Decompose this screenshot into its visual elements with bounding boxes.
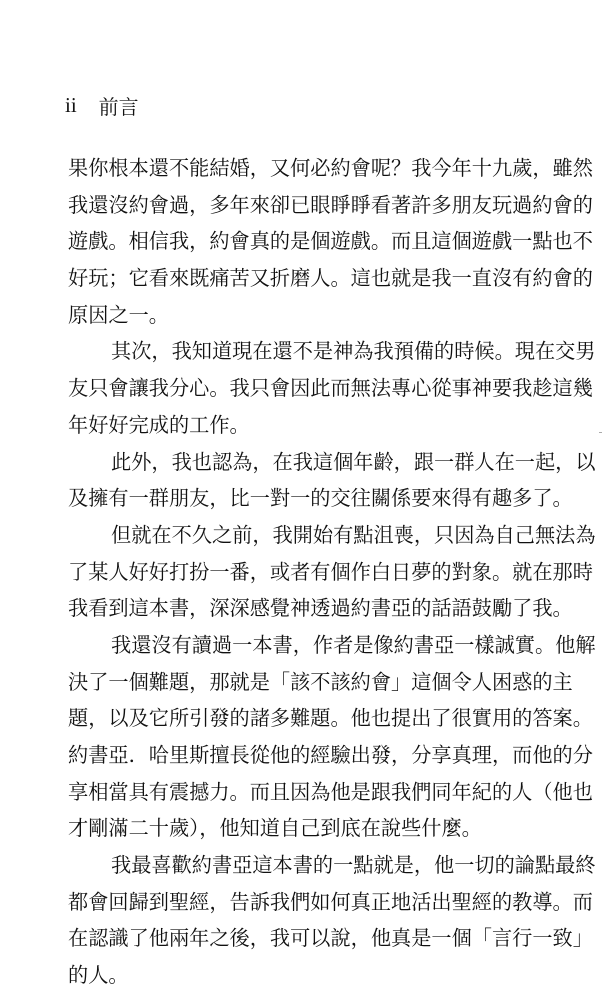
scan-speck [599, 432, 602, 433]
section-title: 前言 [98, 94, 139, 119]
text-line: 享相當具有震撼力。而且因為他是跟我們同年紀的人（他也 [68, 779, 593, 804]
paragraph-start-line: 我最喜歡約書亞這本書的一點就是，他一切的論點最終 [111, 853, 596, 878]
text-line: 在認識了他兩年之後，我可以說，他真是一個「言行一致」 [68, 926, 593, 951]
text-line: 我看到這本書，深深感覺神透過約書亞的話語鼓勵了我。 [68, 596, 573, 621]
text-line: 題，以及它所引發的諸多難題。他也提出了很實用的答案。 [68, 706, 593, 731]
paragraph-start-line: 此外，我也認為，在我這個年齡，跟一群人在一起，以 [111, 449, 596, 474]
text-line: 決了一個難題，那就是「該不該約會」這個令人困惑的主 [68, 669, 573, 694]
text-line: 及擁有一群朋友，比一對一的交往關係要來得有趣多了。 [68, 486, 573, 511]
running-header [65, 92, 139, 118]
text-line: 好玩；它看來既痛苦又折磨人。這也就是我一直沒有約會的 [68, 266, 593, 291]
paragraph-start-line: 其次，我知道現在還不是神為我預備的時候。現在交男 [111, 339, 596, 364]
text-line: 果你根本還不能結婚，又何必約會呢？我今年十九歲，雖然 [68, 156, 593, 180]
text-line: 友只會讓我分心。我只會因此而無法專心從事神要我趁這幾 [68, 376, 593, 401]
text-line: 年好好完成的工作。 [68, 412, 250, 437]
text-line: 遊戲。相信我，約會真的是個遊戲。而且這個遊戲一點也不 [68, 229, 593, 254]
text-line: 了某人好好打扮一番，或者有個作白日夢的對象。就在那時 [68, 559, 593, 584]
text-line: 約書亞．哈里斯擅長從他的經驗出發，分享真理，而他的分 [68, 743, 593, 767]
body-text [68, 150, 596, 994]
paragraph-start-line: 但就在不久之前，我開始有點沮喪，只因為自己無法為 [111, 522, 596, 547]
text-line: 我還沒約會過，多年來卻已眼睜睜看著許多朋友玩過約會的 [68, 192, 593, 217]
text-line: 都會回歸到聖經，告訴我們如何真正地活出聖經的教導。而 [68, 889, 593, 914]
text-line: 才剛滿二十歲），他知道自己到底在說些什麼。 [68, 816, 482, 841]
paragraph-start-line: 我還沒有讀過一本書，作者是像約書亞一樣誠實。他解 [111, 632, 596, 657]
page-number: ii [65, 92, 77, 117]
text-line: 原因之一。 [68, 302, 169, 327]
text-line: 的人。 [68, 963, 129, 988]
